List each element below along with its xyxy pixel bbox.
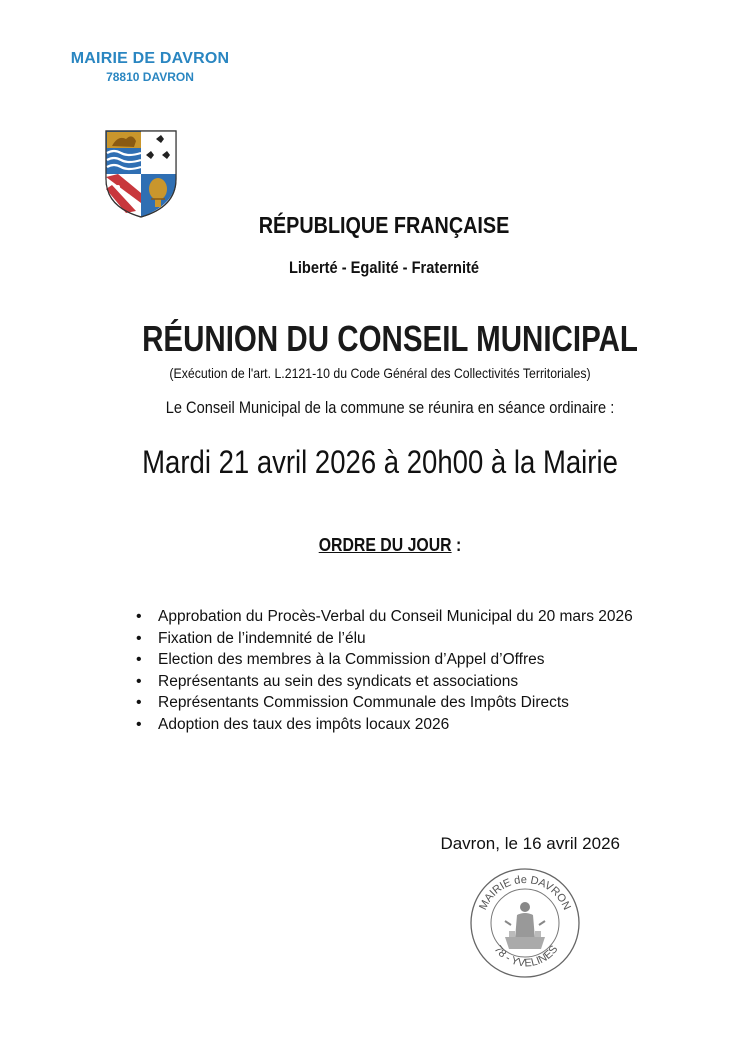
- agenda-item: • Adoption des taux des impôts locaux 2026: [136, 714, 666, 736]
- mairie-header: [40, 50, 260, 84]
- stamp-top-text: MAIRIE de DAVRON: [477, 873, 573, 912]
- agenda-list: [136, 606, 666, 735]
- stamp-bottom-text: 78 - YVELINES: [491, 943, 561, 970]
- agenda-heading: [258, 535, 522, 556]
- agenda-heading-suffix: :: [451, 535, 462, 555]
- meeting-datetime: Mardi 21 avril 2026 à 20h00 à la Mairie: [142, 444, 618, 480]
- mairie-name: MAIRIE DE DAVRON: [70, 50, 230, 67]
- mairie-postal-code: 78810 DAVRON: [106, 70, 194, 84]
- republic-title: RÉPUBLIQUE FRANÇAISE: [258, 212, 510, 238]
- mairie-stamp-icon: [467, 865, 582, 980]
- place-date: Davron, le 16 avril 2026: [440, 834, 620, 853]
- republic-motto: Liberté - Egalité - Fraternité: [288, 258, 480, 277]
- agenda-item: • Approbation du Procès-Verbal du Conseil Municipal du 20 mars 2026: [136, 606, 666, 628]
- meeting-title: RÉUNION DU CONSEIL MUNICIPAL: [142, 318, 638, 359]
- agenda-item: • Fixation de l’indemnité de l’élu: [136, 628, 666, 650]
- coat-of-arms-icon: [104, 129, 178, 219]
- agenda-item: • Election des membres à la Commission d’Appel d’Offres: [136, 649, 666, 671]
- agenda-item: • Représentants au sein des syndicats et associations: [136, 671, 666, 693]
- agenda-item: • Représentants Commission Communale des Impôts Directs: [136, 692, 666, 714]
- agenda-heading-label: ORDRE DU JOUR: [318, 535, 452, 555]
- meeting-intro: Le Conseil Municipal de la commune se réunira en séance ordinaire :: [165, 398, 615, 417]
- legal-note: (Exécution de l'art. L.2121-10 du Code Général des Collectivités Territoriales): [169, 365, 591, 381]
